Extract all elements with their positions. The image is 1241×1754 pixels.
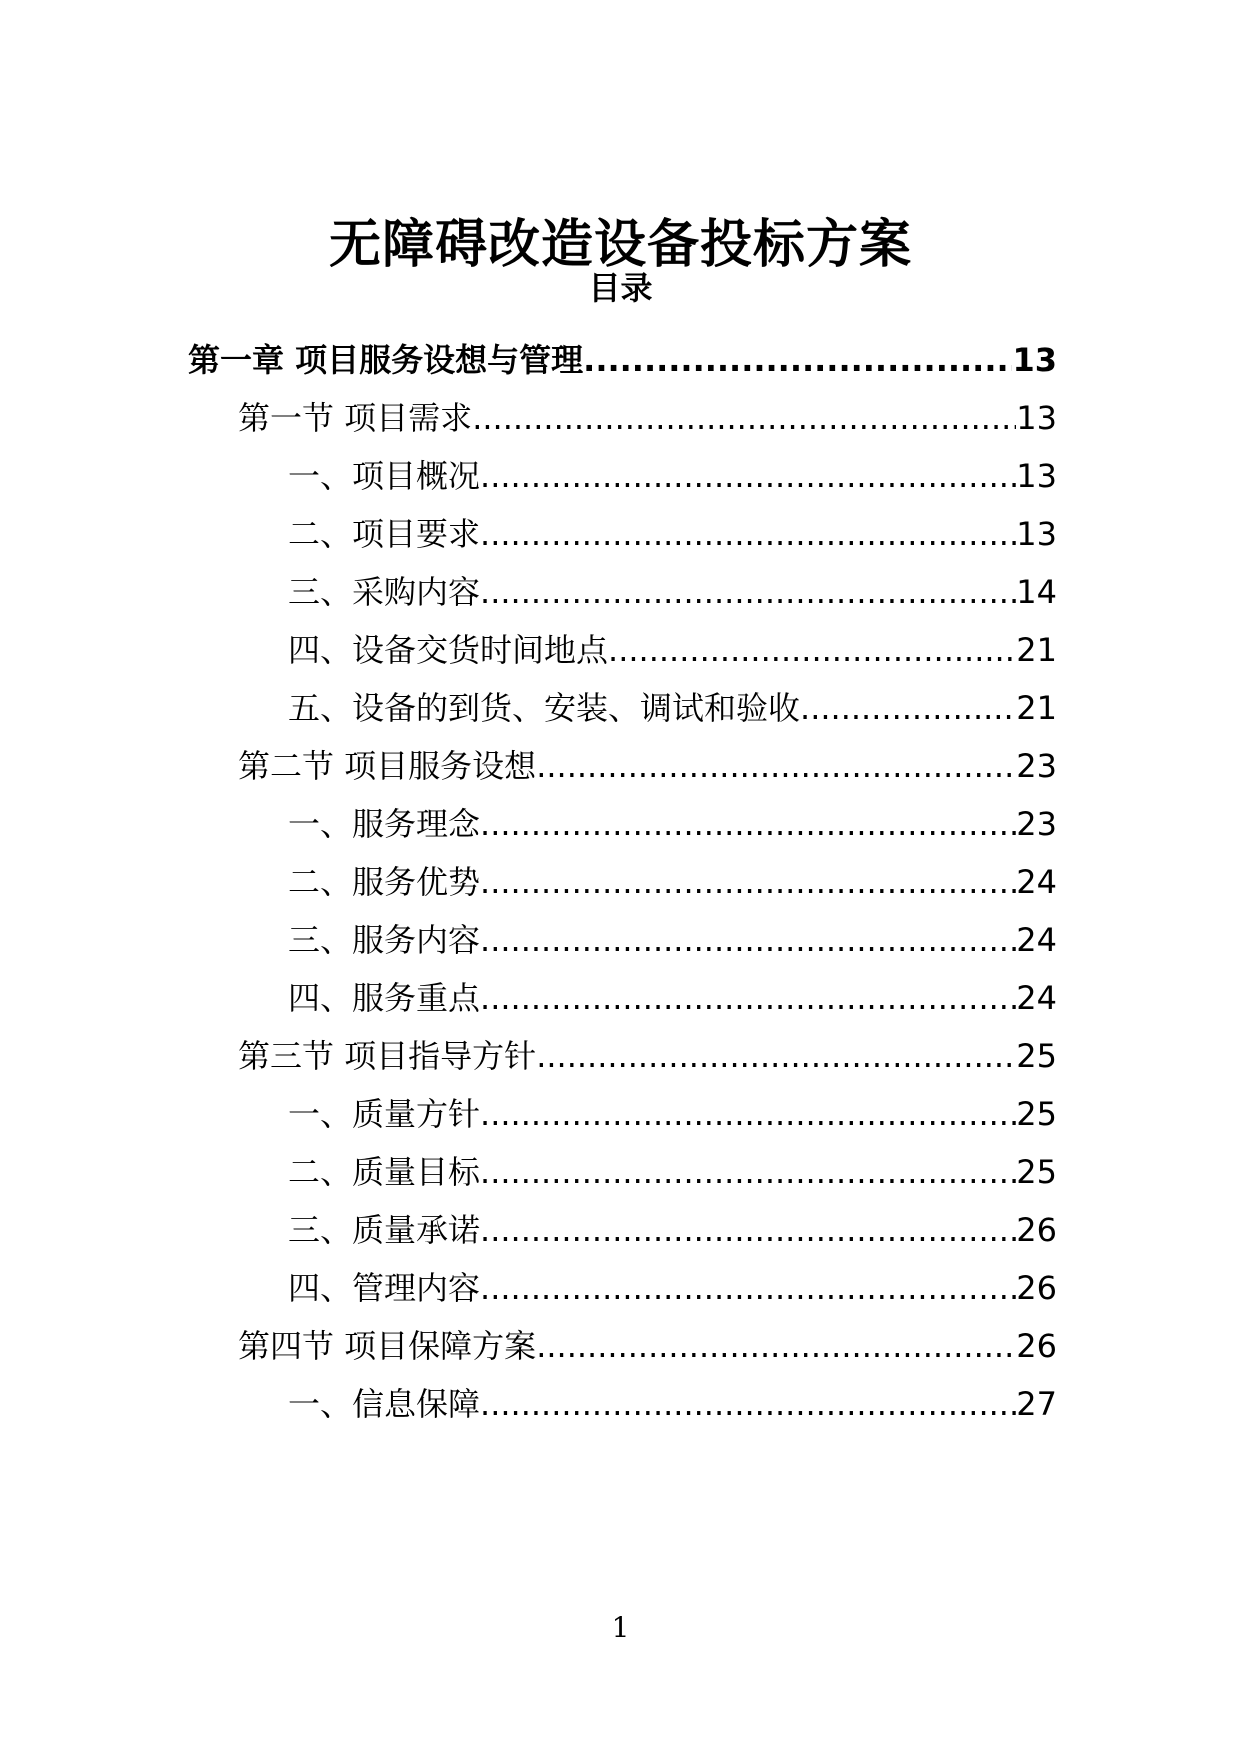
toc-entry-label: 二、项目要求 xyxy=(288,515,481,553)
toc-entry-page: 13 xyxy=(1016,399,1057,437)
toc-dot-leader xyxy=(608,630,1016,670)
toc-entry-page: 25 xyxy=(1016,1095,1057,1133)
toc-entry-label: 一、项目概况 xyxy=(288,457,481,495)
toc-dot-leader xyxy=(800,688,1016,728)
toc-entry-subsection[interactable] xyxy=(288,910,1057,960)
toc-entry-page: 26 xyxy=(1016,1269,1057,1307)
toc-entry-subsection[interactable] xyxy=(288,678,1057,728)
toc-entry-label: 一、服务理念 xyxy=(288,805,481,843)
toc-heading: 目录 xyxy=(588,269,653,307)
toc-dot-leader xyxy=(480,1268,1016,1308)
toc-entry-page: 26 xyxy=(1016,1211,1057,1249)
toc-entry-page: 21 xyxy=(1016,689,1057,727)
toc-dot-leader xyxy=(480,572,1016,612)
toc-entry-label: 第三节 项目指导方针 xyxy=(238,1037,537,1075)
toc-entry-page: 26 xyxy=(1016,1327,1057,1365)
toc-entry-label: 二、服务优势 xyxy=(288,863,481,901)
toc-dot-leader xyxy=(536,1036,1016,1076)
toc-entry-subsection[interactable] xyxy=(288,562,1057,612)
page-number: 1 xyxy=(611,1611,630,1644)
toc-dot-leader xyxy=(480,456,1016,496)
toc-dot-leader xyxy=(536,1326,1016,1366)
toc-entry-subsection[interactable] xyxy=(288,1374,1057,1424)
toc-entry-label: 四、管理内容 xyxy=(288,1269,481,1307)
toc-entry-subsection[interactable] xyxy=(288,504,1057,554)
toc-entry-page: 23 xyxy=(1016,747,1057,785)
toc-entry-label: 三、质量承诺 xyxy=(288,1211,481,1249)
toc-dot-leader xyxy=(480,1210,1016,1250)
toc-entry-label: 五、设备的到货、安装、调试和验收 xyxy=(288,689,801,727)
toc-entry-page: 23 xyxy=(1016,805,1057,843)
toc-entry-subsection[interactable] xyxy=(288,968,1057,1018)
toc-dot-leader xyxy=(536,746,1016,786)
toc-entry-section-3[interactable] xyxy=(238,1026,1057,1076)
toc-entry-label: 第二节 项目服务设想 xyxy=(238,747,537,785)
document-title: 无障碍改造设备投标方案 xyxy=(328,214,912,275)
toc-entry-chapter-1[interactable] xyxy=(188,330,1057,380)
toc-dot-leader xyxy=(480,1384,1016,1424)
toc-entry-page: 21 xyxy=(1016,631,1057,669)
toc-entry-label: 四、服务重点 xyxy=(288,979,481,1017)
toc-dot-leader xyxy=(480,804,1016,844)
toc-dot-leader xyxy=(472,398,1016,438)
toc-entry-page: 24 xyxy=(1016,979,1057,1017)
toc-entry-page: 14 xyxy=(1016,573,1057,611)
toc-entry-subsection[interactable] xyxy=(288,794,1057,844)
toc-entry-section-1[interactable] xyxy=(238,388,1057,438)
toc-entry-subsection[interactable] xyxy=(288,1200,1057,1250)
toc-entry-subsection[interactable] xyxy=(288,1258,1057,1308)
toc-entry-label: 三、服务内容 xyxy=(288,921,481,959)
toc-entry-page: 24 xyxy=(1016,863,1057,901)
toc-dot-leader xyxy=(480,978,1016,1018)
toc-entry-subsection[interactable] xyxy=(288,620,1057,670)
toc-entry-label: 第一节 项目需求 xyxy=(238,399,473,437)
toc-entry-page: 13 xyxy=(1012,341,1057,379)
toc-entry-subsection[interactable] xyxy=(288,1142,1057,1192)
toc-entry-section-2[interactable] xyxy=(238,736,1057,786)
toc-entry-subsection[interactable] xyxy=(288,446,1057,496)
toc-entry-label: 一、信息保障 xyxy=(288,1385,481,1423)
toc-dot-leader xyxy=(480,1152,1016,1192)
toc-entry-page: 25 xyxy=(1016,1153,1057,1191)
toc-entry-page: 27 xyxy=(1016,1385,1057,1423)
toc-entry-label: 二、质量目标 xyxy=(288,1153,481,1191)
toc-entry-subsection[interactable] xyxy=(288,852,1057,902)
toc-entry-page: 13 xyxy=(1016,457,1057,495)
toc-entry-label: 三、采购内容 xyxy=(288,573,481,611)
toc-entry-section-4[interactable] xyxy=(238,1316,1057,1366)
toc-entry-page: 24 xyxy=(1016,921,1057,959)
toc-entry-label: 四、设备交货时间地点 xyxy=(288,631,609,669)
toc-entry-page: 25 xyxy=(1016,1037,1057,1075)
toc-entry-label: 第一章 项目服务设想与管理 xyxy=(188,341,584,379)
toc-dot-leader xyxy=(480,862,1016,902)
toc-dot-leader xyxy=(480,1094,1016,1134)
toc-entry-subsection[interactable] xyxy=(288,1084,1057,1134)
toc-entry-label: 第四节 项目保障方案 xyxy=(238,1327,537,1365)
toc-dot-leader xyxy=(480,514,1016,554)
toc-dot-leader xyxy=(583,340,1012,380)
toc-entry-page: 13 xyxy=(1016,515,1057,553)
toc-entry-label: 一、质量方针 xyxy=(288,1095,481,1133)
toc-dot-leader xyxy=(480,920,1016,960)
